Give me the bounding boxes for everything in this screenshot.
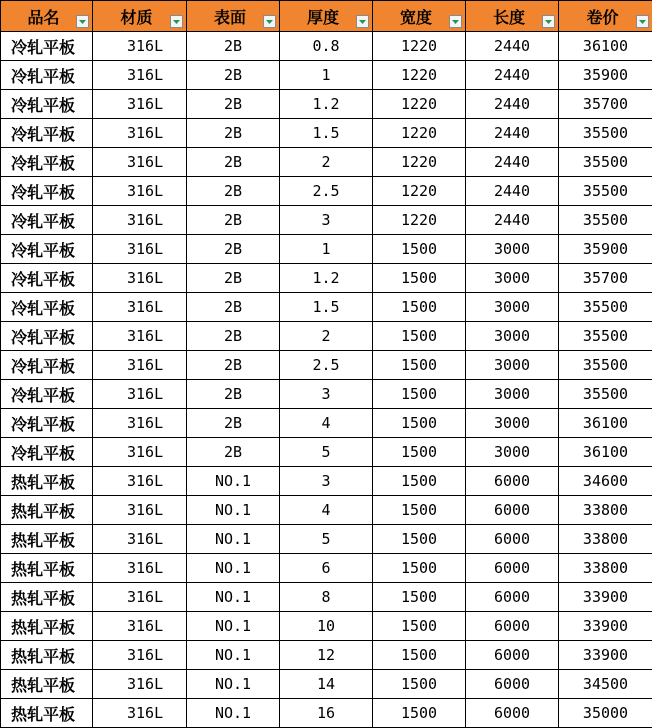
cell-product-name[interactable]: 冷轧平板 (1, 380, 93, 409)
cell-material[interactable]: 316L (93, 525, 187, 554)
table-body (1, 32, 652, 728)
cell-product-name[interactable]: 热轧平板 (1, 467, 93, 496)
table-row (1, 641, 652, 670)
cell-width[interactable]: 1500 (373, 409, 466, 438)
cell-material[interactable]: 316L (93, 351, 187, 380)
cell-length[interactable]: 3000 (466, 235, 559, 264)
cell-thickness[interactable]: 1 (280, 235, 373, 264)
cell-length[interactable]: 6000 (466, 496, 559, 525)
cell-width[interactable]: 1500 (373, 554, 466, 583)
table-row (1, 699, 652, 728)
cell-material[interactable]: 316L (93, 61, 187, 90)
column-header-label: 表面 (214, 5, 246, 28)
cell-length[interactable]: 6000 (466, 641, 559, 670)
cell-thickness[interactable]: 2.5 (280, 177, 373, 206)
filter-dropdown-icon[interactable] (76, 15, 89, 28)
cell-length[interactable]: 2440 (466, 32, 559, 61)
cell-width[interactable]: 1500 (373, 322, 466, 351)
cell-width[interactable]: 1220 (373, 177, 466, 206)
cell-width[interactable]: 1220 (373, 148, 466, 177)
cell-width[interactable]: 1500 (373, 641, 466, 670)
cell-thickness[interactable]: 10 (280, 612, 373, 641)
cell-material[interactable]: 316L (93, 699, 187, 728)
column-header-material (93, 1, 187, 32)
cell-length[interactable]: 6000 (466, 525, 559, 554)
column-header-product-name (1, 1, 93, 32)
filter-dropdown-icon[interactable] (542, 15, 555, 28)
cell-length[interactable]: 6000 (466, 699, 559, 728)
column-header-label: 宽度 (400, 5, 432, 28)
cell-coil-price[interactable]: 35500 (559, 177, 652, 206)
cell-length[interactable]: 2440 (466, 148, 559, 177)
cell-length[interactable]: 3000 (466, 351, 559, 380)
column-header-label: 卷价 (586, 5, 618, 28)
cell-width[interactable]: 1500 (373, 525, 466, 554)
cell-material[interactable]: 316L (93, 293, 187, 322)
table-row (1, 554, 652, 583)
cell-coil-price[interactable]: 35500 (559, 206, 652, 235)
column-header-label: 品名 (27, 5, 59, 28)
cell-surface[interactable]: 2B (187, 177, 280, 206)
column-header-width (373, 1, 466, 32)
table-row (1, 380, 652, 409)
cell-length[interactable]: 2440 (466, 90, 559, 119)
cell-product-name[interactable]: 冷轧平板 (1, 206, 93, 235)
cell-surface[interactable]: 2B (187, 206, 280, 235)
column-header-surface (187, 1, 280, 32)
column-header-label: 材质 (120, 5, 152, 28)
table-row (1, 467, 652, 496)
cell-length[interactable]: 3000 (466, 438, 559, 467)
cell-product-name[interactable]: 冷轧平板 (1, 235, 93, 264)
cell-surface[interactable]: 2B (187, 119, 280, 148)
cell-surface[interactable]: NO.1 (187, 496, 280, 525)
cell-product-name[interactable]: 冷轧平板 (1, 177, 93, 206)
cell-coil-price[interactable]: 35900 (559, 61, 652, 90)
cell-product-name[interactable]: 热轧平板 (1, 612, 93, 641)
cell-length[interactable]: 2440 (466, 177, 559, 206)
cell-width[interactable]: 1220 (373, 119, 466, 148)
cell-surface[interactable]: NO.1 (187, 583, 280, 612)
column-header-thickness (280, 1, 373, 32)
cell-coil-price[interactable]: 33900 (559, 641, 652, 670)
cell-coil-price[interactable]: 36100 (559, 409, 652, 438)
cell-surface[interactable]: 2B (187, 380, 280, 409)
cell-product-name[interactable]: 热轧平板 (1, 699, 93, 728)
cell-coil-price[interactable]: 35500 (559, 293, 652, 322)
cell-width[interactable]: 1500 (373, 496, 466, 525)
column-header-length (466, 1, 559, 32)
table-row (1, 525, 652, 554)
cell-surface[interactable]: NO.1 (187, 699, 280, 728)
cell-product-name[interactable]: 冷轧平板 (1, 322, 93, 351)
table-row (1, 351, 652, 380)
cell-product-name[interactable]: 冷轧平板 (1, 351, 93, 380)
cell-material[interactable]: 316L (93, 467, 187, 496)
cell-material[interactable]: 316L (93, 148, 187, 177)
cell-thickness[interactable]: 1 (280, 61, 373, 90)
cell-material[interactable]: 316L (93, 438, 187, 467)
cell-product-name[interactable]: 冷轧平板 (1, 264, 93, 293)
cell-width[interactable]: 1500 (373, 293, 466, 322)
cell-surface[interactable]: 2B (187, 322, 280, 351)
cell-width[interactable]: 1500 (373, 699, 466, 728)
cell-length[interactable]: 3000 (466, 264, 559, 293)
cell-product-name[interactable]: 热轧平板 (1, 496, 93, 525)
cell-coil-price[interactable]: 33800 (559, 554, 652, 583)
cell-length[interactable]: 2440 (466, 119, 559, 148)
table-row (1, 612, 652, 641)
cell-material[interactable]: 316L (93, 32, 187, 61)
filter-dropdown-icon[interactable] (356, 15, 369, 28)
cell-surface[interactable]: 2B (187, 409, 280, 438)
cell-coil-price[interactable]: 35700 (559, 90, 652, 119)
cell-thickness[interactable]: 3 (280, 380, 373, 409)
cell-coil-price[interactable]: 35500 (559, 351, 652, 380)
cell-width[interactable]: 1500 (373, 612, 466, 641)
cell-material[interactable]: 316L (93, 264, 187, 293)
cell-product-name[interactable]: 热轧平板 (1, 583, 93, 612)
filter-dropdown-icon[interactable] (636, 15, 649, 28)
cell-product-name[interactable]: 热轧平板 (1, 554, 93, 583)
cell-thickness[interactable]: 0.8 (280, 32, 373, 61)
cell-product-name[interactable]: 冷轧平板 (1, 148, 93, 177)
cell-surface[interactable]: 2B (187, 61, 280, 90)
cell-surface[interactable]: 2B (187, 90, 280, 119)
cell-length[interactable]: 3000 (466, 409, 559, 438)
cell-surface[interactable]: 2B (187, 293, 280, 322)
table-row (1, 409, 652, 438)
cell-thickness[interactable]: 1.2 (280, 264, 373, 293)
table-row (1, 32, 652, 61)
table-row (1, 148, 652, 177)
cell-product-name[interactable]: 冷轧平板 (1, 32, 93, 61)
cell-length[interactable]: 6000 (466, 554, 559, 583)
cell-product-name[interactable]: 热轧平板 (1, 525, 93, 554)
cell-coil-price[interactable]: 34600 (559, 467, 652, 496)
cell-coil-price[interactable]: 33800 (559, 496, 652, 525)
table-row (1, 583, 652, 612)
cell-surface[interactable]: NO.1 (187, 612, 280, 641)
cell-thickness[interactable]: 5 (280, 525, 373, 554)
cell-thickness[interactable]: 4 (280, 496, 373, 525)
cell-product-name[interactable]: 冷轧平板 (1, 293, 93, 322)
cell-coil-price[interactable]: 33800 (559, 525, 652, 554)
table-row (1, 206, 652, 235)
cell-thickness[interactable]: 5 (280, 438, 373, 467)
cell-material[interactable]: 316L (93, 322, 187, 351)
cell-product-name[interactable]: 冷轧平板 (1, 438, 93, 467)
cell-width[interactable]: 1500 (373, 235, 466, 264)
cell-material[interactable]: 316L (93, 409, 187, 438)
table-row (1, 293, 652, 322)
cell-length[interactable]: 6000 (466, 670, 559, 699)
cell-width[interactable]: 1500 (373, 380, 466, 409)
cell-width[interactable]: 1220 (373, 90, 466, 119)
filter-dropdown-icon[interactable] (263, 15, 276, 28)
cell-width[interactable]: 1500 (373, 264, 466, 293)
cell-thickness[interactable]: 8 (280, 583, 373, 612)
cell-width[interactable]: 1220 (373, 32, 466, 61)
column-header-label: 长度 (493, 5, 525, 28)
cell-coil-price[interactable]: 33900 (559, 612, 652, 641)
cell-thickness[interactable]: 14 (280, 670, 373, 699)
cell-thickness[interactable]: 4 (280, 409, 373, 438)
header-row (1, 1, 652, 32)
cell-coil-price[interactable]: 35700 (559, 264, 652, 293)
cell-thickness[interactable]: 3 (280, 206, 373, 235)
cell-thickness[interactable]: 16 (280, 699, 373, 728)
cell-coil-price[interactable]: 35500 (559, 322, 652, 351)
cell-surface[interactable]: NO.1 (187, 554, 280, 583)
cell-coil-price[interactable]: 36100 (559, 32, 652, 61)
cell-material[interactable]: 316L (93, 670, 187, 699)
cell-coil-price[interactable]: 36100 (559, 438, 652, 467)
cell-material[interactable]: 316L (93, 496, 187, 525)
cell-material[interactable]: 316L (93, 177, 187, 206)
cell-thickness[interactable]: 12 (280, 641, 373, 670)
cell-surface[interactable]: NO.1 (187, 641, 280, 670)
cell-thickness[interactable]: 1.5 (280, 293, 373, 322)
cell-surface[interactable]: 2B (187, 148, 280, 177)
cell-thickness[interactable]: 6 (280, 554, 373, 583)
cell-surface[interactable]: 2B (187, 264, 280, 293)
cell-surface[interactable]: 2B (187, 438, 280, 467)
column-header-coil-price (559, 1, 652, 32)
cell-coil-price[interactable]: 35500 (559, 148, 652, 177)
table-row (1, 235, 652, 264)
cell-material[interactable]: 316L (93, 554, 187, 583)
cell-product-name[interactable]: 冷轧平板 (1, 61, 93, 90)
cell-material[interactable]: 316L (93, 583, 187, 612)
cell-material[interactable]: 316L (93, 612, 187, 641)
cell-length[interactable]: 2440 (466, 61, 559, 90)
table-row (1, 264, 652, 293)
cell-product-name[interactable]: 冷轧平板 (1, 90, 93, 119)
cell-length[interactable]: 2440 (466, 206, 559, 235)
cell-width[interactable]: 1500 (373, 467, 466, 496)
cell-width[interactable]: 1500 (373, 438, 466, 467)
cell-surface[interactable]: NO.1 (187, 670, 280, 699)
cell-thickness[interactable]: 3 (280, 467, 373, 496)
cell-width[interactable]: 1220 (373, 61, 466, 90)
cell-coil-price[interactable]: 35500 (559, 119, 652, 148)
cell-surface[interactable]: 2B (187, 32, 280, 61)
cell-width[interactable]: 1500 (373, 670, 466, 699)
cell-surface[interactable]: 2B (187, 351, 280, 380)
cell-coil-price[interactable]: 35900 (559, 235, 652, 264)
cell-length[interactable]: 6000 (466, 467, 559, 496)
table-row (1, 90, 652, 119)
filter-dropdown-icon[interactable] (449, 15, 462, 28)
cell-material[interactable]: 316L (93, 206, 187, 235)
cell-coil-price[interactable]: 33900 (559, 583, 652, 612)
cell-product-name[interactable]: 热轧平板 (1, 670, 93, 699)
cell-length[interactable]: 6000 (466, 612, 559, 641)
cell-product-name[interactable]: 冷轧平板 (1, 409, 93, 438)
cell-surface[interactable]: 2B (187, 235, 280, 264)
cell-coil-price[interactable]: 34500 (559, 670, 652, 699)
column-header-label: 厚度 (307, 5, 339, 28)
cell-thickness[interactable]: 1.5 (280, 119, 373, 148)
cell-product-name[interactable]: 冷轧平板 (1, 119, 93, 148)
cell-coil-price[interactable]: 35500 (559, 380, 652, 409)
filter-dropdown-icon[interactable] (170, 15, 183, 28)
cell-surface[interactable]: NO.1 (187, 467, 280, 496)
cell-material[interactable]: 316L (93, 641, 187, 670)
cell-width[interactable]: 1500 (373, 351, 466, 380)
cell-material[interactable]: 316L (93, 235, 187, 264)
cell-thickness[interactable]: 2 (280, 322, 373, 351)
cell-width[interactable]: 1500 (373, 583, 466, 612)
cell-length[interactable]: 6000 (466, 583, 559, 612)
cell-thickness[interactable]: 2 (280, 148, 373, 177)
cell-product-name[interactable]: 热轧平板 (1, 641, 93, 670)
cell-surface[interactable]: NO.1 (187, 525, 280, 554)
cell-thickness[interactable]: 1.2 (280, 90, 373, 119)
cell-width[interactable]: 1220 (373, 206, 466, 235)
table-row (1, 670, 652, 699)
table-row (1, 322, 652, 351)
cell-length[interactable]: 3000 (466, 322, 559, 351)
cell-length[interactable]: 3000 (466, 293, 559, 322)
cell-material[interactable]: 316L (93, 380, 187, 409)
table-row (1, 438, 652, 467)
cell-coil-price[interactable]: 35000 (559, 699, 652, 728)
table-row (1, 61, 652, 90)
cell-material[interactable]: 316L (93, 119, 187, 148)
cell-material[interactable]: 316L (93, 90, 187, 119)
table-row (1, 177, 652, 206)
table-row (1, 496, 652, 525)
cell-thickness[interactable]: 2.5 (280, 351, 373, 380)
cell-length[interactable]: 3000 (466, 380, 559, 409)
table-row (1, 119, 652, 148)
